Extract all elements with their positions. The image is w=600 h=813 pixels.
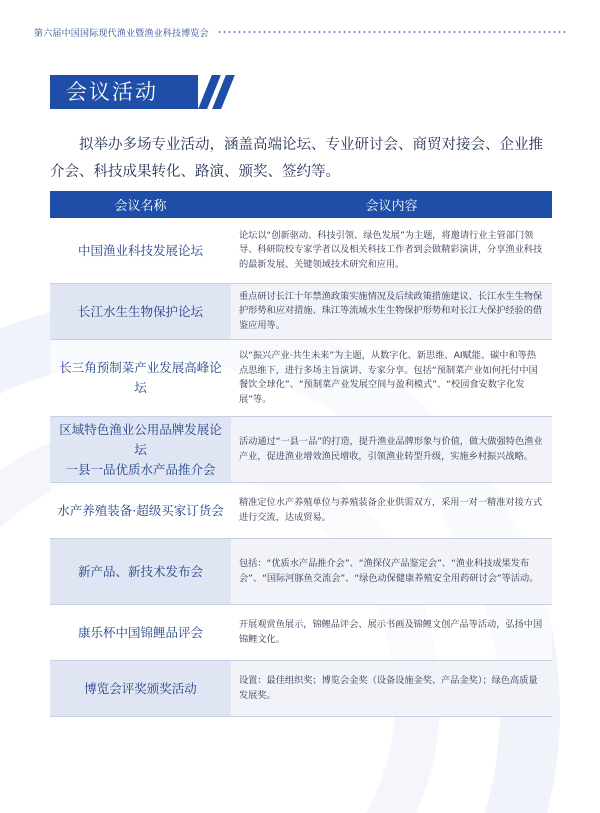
section-title-banner: [50, 75, 228, 109]
activity-content-cell: [231, 483, 552, 538]
table-row: [50, 284, 552, 340]
activity-name: 长江水生生物保护论坛: [77, 303, 203, 319]
activity-content-cell: [231, 340, 552, 416]
intro-paragraph: 拟举办多场专业活动，涵盖高端论坛、专业研讨会、商贸对接会、企业推介会、科技成果转化、路演、颁奖、签约等。: [50, 137, 543, 180]
activity-content-cell: [231, 284, 552, 339]
table-row: [50, 218, 552, 284]
activity-content: 开展观赏鱼展示，锦鲤品评会、展示书画及锦鲤文创产品等活动，弘扬中国锦鲤文化。: [239, 619, 543, 645]
activity-content-cell: [231, 661, 552, 716]
activity-content: 精准定位水产养殖单位与养殖装备企业供需双方，采用一对一精准对接方式进行交流，达成贸易。: [239, 497, 543, 523]
table-body: [50, 218, 552, 717]
header-title: 第六届中国国际现代渔业暨渔业科技博览会: [34, 28, 209, 39]
activity-content: 以“振兴产业·共生未来”为主题，从数字化、新思维、AI赋能、碳中和等热点思维下，进行多场主旨演讲、专家分享。包括“预制菜产业如何托付中国餐饮全球化”、“预制菜产业发展空间与盈利模式”、“校园食安数字化发展”等。: [239, 350, 538, 405]
header-dotted-rule: [217, 31, 566, 33]
activity-name: 康乐杯中国锦鲤品评会: [77, 624, 203, 640]
activity-name: 一县一品优质水产品推介会: [65, 461, 216, 477]
header-name-column: 会议名称: [114, 199, 167, 214]
activity-content-cell: [231, 218, 552, 283]
page-header: [34, 24, 566, 40]
activity-content: 设置：最佳组织奖；博览会金奖（设备设施金奖、产品金奖）；绿色高质量发展奖。: [239, 675, 538, 701]
activity-name-cell: [50, 417, 231, 482]
table-row: [50, 661, 552, 717]
activity-name-cell: [50, 605, 231, 660]
table-row: [50, 483, 552, 539]
activity-name-cell: [50, 340, 231, 416]
activity-content-cell: [231, 605, 552, 660]
activity-name-cell: [50, 218, 231, 283]
activity-content: 包括：“优质水产品推介会”、“渔探仪产品鉴定会”、“渔业科技成果发布会”、“国际河豚鱼交流会”、“绿色动保健康养殖安全用药研讨会”等活动。: [239, 558, 539, 584]
table-row: [50, 539, 552, 605]
activity-content: 活动通过“一县一品”的打造，提升渔业品牌形象与价值，做大做强特色渔业产业，促进渔业增效渔民增收，引领渔业转型升级，实施乡村振兴战略。: [239, 436, 543, 462]
table-row: [50, 417, 552, 483]
activity-name: 区域特色渔业公用品牌发展论坛: [59, 421, 222, 457]
activity-name: 长三角预制菜产业发展高峰论坛: [59, 360, 222, 395]
activity-name: 中国渔业科技发展论坛: [77, 242, 203, 258]
activity-name-cell: [50, 539, 231, 604]
table-row: [50, 605, 552, 661]
activity-name: 水产养殖装备·超级买家订货会: [57, 502, 224, 518]
activity-content-cell: [231, 417, 552, 482]
activity-name-cell: [50, 661, 231, 716]
activities-table: [50, 191, 552, 717]
table-row: [50, 340, 552, 417]
activity-content: 论坛以“创新驱动、科技引领、绿色发展”为主题，将邀请行业主管部门领导、科研院校专家学者以及相关科技工作者到会做精彩演讲，分享渔业科技的最新发展、关键领域技术研究和应用。: [239, 229, 543, 270]
activity-content: 重点研讨长江十年禁渔政策实施情况及后续政策措施建议、长江水生生物保护形势和应对措施、珠江等流域水生生物保护形势和对长江大保护经验的借鉴应用等。: [239, 290, 543, 331]
activity-name: 博览会评奖颁奖活动: [84, 680, 197, 696]
table-header: [50, 191, 552, 218]
activity-name: 新产品、新技术发布会: [77, 563, 203, 579]
section-title: 会议活动: [50, 75, 198, 109]
activity-content-cell: [231, 539, 552, 604]
activity-name-cell: [50, 284, 231, 339]
activity-name-cell: [50, 483, 231, 538]
header-content-column: 会议内容: [365, 199, 418, 214]
